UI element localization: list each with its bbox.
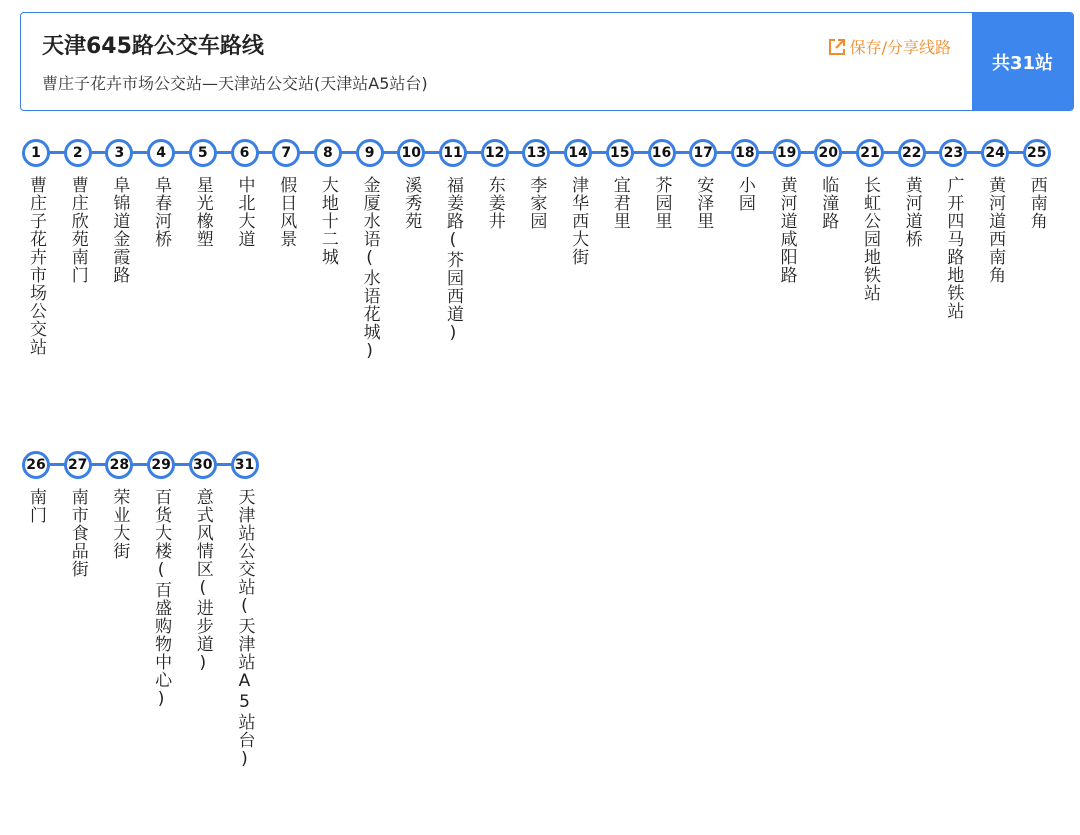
stop-number-circle[interactable]: 20 bbox=[814, 139, 842, 167]
stop-number-circle[interactable]: 26 bbox=[22, 451, 50, 479]
stop-name: 荣业大街 bbox=[109, 488, 130, 560]
stop-name: 黄河道桥 bbox=[901, 176, 922, 248]
stop-name: 黄河道咸阳路 bbox=[776, 176, 797, 284]
stop-number-circle[interactable]: 21 bbox=[856, 139, 884, 167]
route-subtitle: 曹庄子花卉市场公交站—天津站公交站(天津站A5站台) bbox=[42, 74, 428, 93]
stop-number-circle[interactable]: 8 bbox=[314, 139, 342, 167]
stop-name: 阜春河桥 bbox=[151, 176, 172, 248]
stop-number-circle[interactable]: 5 bbox=[189, 139, 217, 167]
stop-number-circle[interactable]: 13 bbox=[522, 139, 550, 167]
stop-number-circle[interactable]: 27 bbox=[64, 451, 92, 479]
stop-name: 西南角 bbox=[1026, 176, 1047, 230]
stop-number-circle[interactable]: 25 bbox=[1023, 139, 1051, 167]
stop-count-badge: 共31站 bbox=[972, 13, 1073, 110]
stop-name: 安泽里 bbox=[693, 176, 714, 230]
stop-name: 阜锦道金霞路 bbox=[109, 176, 130, 284]
stop-name: 临潼路 bbox=[818, 176, 839, 230]
stop-name: 假日风景 bbox=[276, 176, 297, 248]
stop-number-circle[interactable]: 14 bbox=[564, 139, 592, 167]
stop-number-circle[interactable]: 16 bbox=[648, 139, 676, 167]
stop-number-circle[interactable]: 11 bbox=[439, 139, 467, 167]
stop-name: 南市食品街 bbox=[67, 488, 88, 578]
stop-name: 金厦水语(水语花城) bbox=[359, 176, 380, 362]
stop-number-circle[interactable]: 12 bbox=[481, 139, 509, 167]
stop-number-circle[interactable]: 1 bbox=[22, 139, 50, 167]
stop-number-circle[interactable]: 2 bbox=[64, 139, 92, 167]
save-share-label: 保存/分享线路 bbox=[849, 38, 951, 57]
stop-name: 中北大道 bbox=[234, 176, 255, 248]
stop-number-circle[interactable]: 6 bbox=[231, 139, 259, 167]
stop-name: 天津站公交站(天津站A5站台) bbox=[234, 488, 255, 770]
stop-name: 广开四马路地铁站 bbox=[943, 176, 964, 320]
stop-name: 南门 bbox=[26, 488, 46, 524]
stop-number-circle[interactable]: 30 bbox=[189, 451, 217, 479]
stop-number-circle[interactable]: 31 bbox=[231, 451, 259, 479]
stop-number-circle[interactable]: 22 bbox=[898, 139, 926, 167]
stop-number-circle[interactable]: 15 bbox=[606, 139, 634, 167]
stop-name: 福姜路(芥园西道) bbox=[443, 176, 463, 344]
stop-name: 芥园里 bbox=[651, 176, 672, 230]
stop-name: 津华西大街 bbox=[568, 176, 589, 266]
stop-number-circle[interactable]: 19 bbox=[773, 139, 801, 167]
stop-name: 星光橡塑 bbox=[192, 176, 213, 248]
stop-name: 李家园 bbox=[526, 176, 547, 230]
stop-name: 溪秀苑 bbox=[401, 176, 422, 230]
stop-name: 东姜井 bbox=[484, 176, 505, 230]
stop-number-circle[interactable]: 3 bbox=[105, 139, 133, 167]
stop-number-circle[interactable]: 10 bbox=[397, 139, 425, 167]
route-title: 天津645路公交车路线 bbox=[42, 34, 264, 59]
stop-name: 大地十二城 bbox=[317, 176, 338, 266]
stop-number-circle[interactable]: 28 bbox=[105, 451, 133, 479]
stop-name: 曹庄子花卉市场公交站 bbox=[26, 176, 46, 356]
stop-number-circle[interactable]: 29 bbox=[147, 451, 175, 479]
stop-number-circle[interactable]: 23 bbox=[939, 139, 967, 167]
stop-number-circle[interactable]: 4 bbox=[147, 139, 175, 167]
stop-name: 意式风情区(进步道) bbox=[192, 488, 213, 674]
stop-name: 黄河道西南角 bbox=[985, 176, 1006, 284]
stop-name: 长虹公园地铁站 bbox=[860, 176, 880, 302]
stop-number-circle[interactable]: 17 bbox=[689, 139, 717, 167]
stop-number-circle[interactable]: 7 bbox=[272, 139, 300, 167]
stop-number-circle[interactable]: 9 bbox=[356, 139, 384, 167]
stop-name: 小园 bbox=[734, 176, 755, 212]
stop-name: 百货大楼(百盛购物中心) bbox=[151, 488, 172, 710]
stop-name: 宜君里 bbox=[609, 176, 630, 230]
stop-number-circle[interactable]: 18 bbox=[731, 139, 759, 167]
stop-number-circle[interactable]: 24 bbox=[981, 139, 1009, 167]
stop-name: 曹庄欣苑南门 bbox=[67, 176, 88, 284]
